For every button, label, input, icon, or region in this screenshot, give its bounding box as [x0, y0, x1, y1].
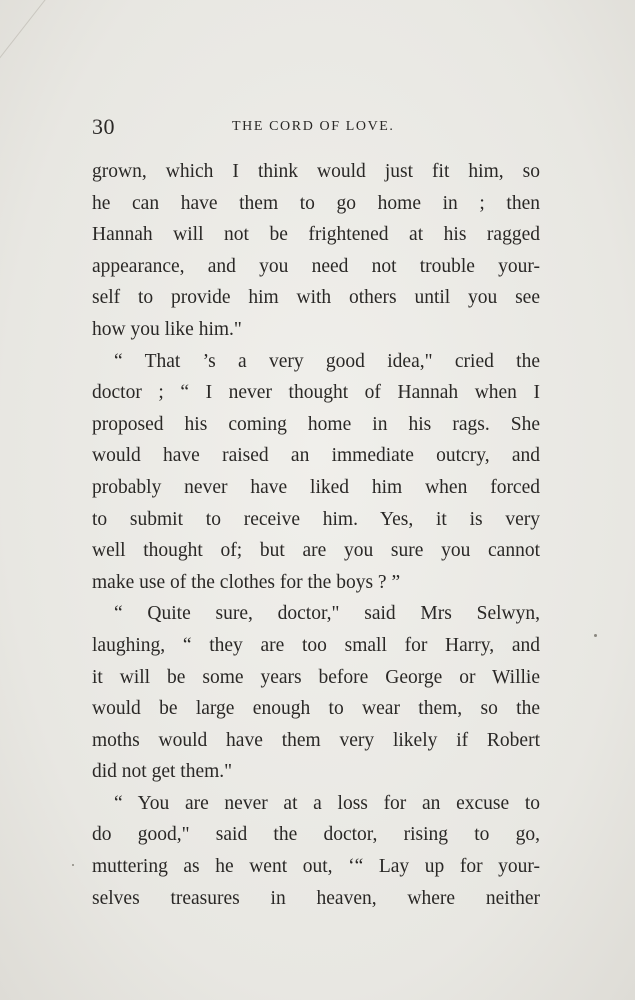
text-line: moths would have them very likely if Robert	[92, 729, 540, 751]
text-line: proposed his coming home in his rags. She	[92, 413, 540, 435]
text-line: make use of the clothes for the boys ? ”	[92, 571, 401, 593]
text-line: appearance, and you need not trouble your-	[92, 255, 540, 277]
text-line: laughing, “ they are too small for Harry, and	[92, 634, 540, 656]
text-line: doctor ; “ I never thought of Hannah when I	[92, 382, 540, 404]
text-line: muttering as he went out, ‘“ Lay up for your-	[92, 856, 540, 878]
text-line: “ You are never at a loss for an excuse to	[114, 792, 540, 814]
text-line: would have raised an immediate outcry, and	[92, 445, 540, 467]
paper-speck	[72, 864, 74, 866]
text-line: “ Quite sure, doctor," said Mrs Selwyn,	[114, 603, 540, 625]
text-line: to submit to receive him. Yes, it is very	[92, 508, 540, 530]
text-line: grown, which I think would just fit him, so	[92, 161, 540, 182]
text-line: self to provide him with others until you see	[92, 287, 540, 309]
page-header	[92, 114, 540, 144]
body-text	[92, 156, 540, 914]
text-line: Hannah will not be frightened at his ragged	[92, 224, 540, 246]
text-line: well thought of; but are you sure you cannot	[92, 540, 540, 562]
text-line: would be large enough to wear them, so the	[92, 698, 540, 720]
text-line: probably never have liked him when forced	[92, 476, 540, 498]
text-line: “ That ’s a very good idea," cried the	[114, 350, 540, 372]
text-line: it will be some years before George or Willie	[92, 666, 540, 688]
paper-speck	[594, 634, 597, 637]
running-head: THE CORD OF LOVE.	[232, 119, 395, 134]
text-line: did not get them."	[92, 761, 233, 783]
page-fold-mark	[0, 0, 61, 99]
page-number: 30	[92, 114, 115, 139]
text-line: selves treasures in heaven, where neither	[92, 887, 540, 909]
text-line: he can have them to go home in ; then	[92, 192, 540, 214]
text-line: how you like him."	[92, 318, 242, 340]
text-line: do good," said the doctor, rising to go,	[92, 824, 540, 846]
